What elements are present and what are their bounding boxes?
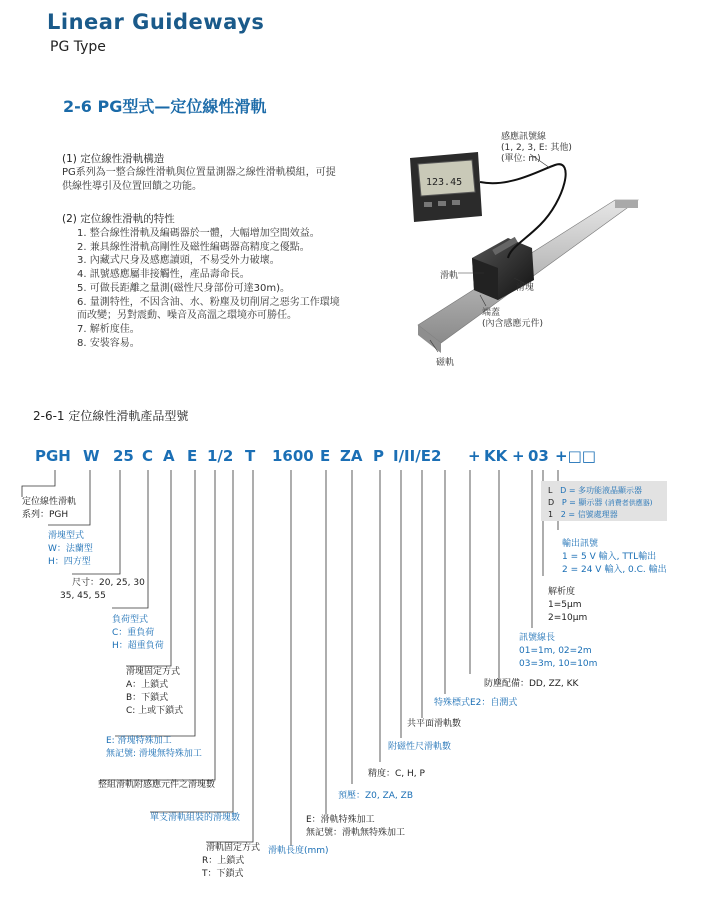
code-series: PGH [35, 447, 71, 465]
code-rail-length: 1600 [272, 447, 314, 465]
section-title: 2-6 PG型式—定位線性滑軌 [63, 97, 267, 116]
legend-line: 定位線性滑軌 [22, 497, 77, 507]
code-block-mount: A [163, 447, 175, 465]
code-dust: KK [484, 447, 508, 465]
intro-line: 供線性導引及位置回饋之功能。 [62, 181, 202, 192]
legend-output [562, 538, 667, 577]
code-size: 25 [113, 447, 134, 465]
magnetic-label: 磁軌 [436, 358, 455, 368]
cable-label-line: (單位: m) [501, 154, 541, 164]
legend-line: 35, 45, 55 [60, 591, 106, 601]
code-block-special: E [187, 447, 198, 465]
legend-sensor-blocks: 整組滑軌附感應元件之滑塊數 [98, 780, 216, 790]
options-code: 1 [548, 510, 554, 519]
code-rail-mount: T [245, 447, 256, 465]
options-desc: P = 顯示器 [561, 498, 603, 507]
legend-line: 尺寸：20, 25, 30 [72, 578, 145, 588]
feature-item: 8. 安裝容易。 [77, 337, 140, 349]
options-desc: 2 = 信號處理器 [560, 510, 618, 519]
legend-line: 輸出訊號 [562, 539, 599, 549]
legend-series [22, 496, 76, 522]
options-code: D [548, 498, 555, 507]
code-preload: ZA [340, 447, 363, 465]
code-plus: + [512, 447, 525, 465]
feature-item: 5. 可做長距離之量測(磁性尺身部份可達30m)。 [77, 282, 290, 294]
legend-coplanar: 共平面滑軌數 [407, 719, 462, 729]
cable-label-line: (1, 2, 3, E: 其他) [501, 143, 572, 153]
feature-item: 而改變；另對震動、噪音及高溫之環境亦可勝任。 [77, 310, 297, 322]
legend-line: B：下鎖式 [126, 693, 169, 703]
endcap-label-line: (內含感應元件) [482, 319, 544, 329]
feature-item: 4. 訊號感應屬非接觸性，產品壽命長。 [77, 269, 250, 281]
legend-load [112, 614, 164, 653]
legend-spec: 特殊標式E2：自潤式 [434, 698, 518, 708]
code-block-count: 1/2 [207, 447, 234, 465]
legend-line: H：四方型 [48, 557, 91, 567]
feature-item: 6. 量測特性，不因含油、水、粉塵及切削屑之惡劣工作環境 [77, 296, 340, 308]
intro-line: PG系列為一整合線性滑軌與位置量測器之線性滑軌模組，可提 [62, 167, 336, 178]
display-value: 123.45 [426, 177, 463, 188]
options-box-content [548, 485, 652, 521]
legend-line: 解析度 [548, 587, 576, 597]
legend-line: 1 = 5 V 輸入, TTL輸出 [562, 552, 657, 562]
code-plus: + [468, 447, 481, 465]
legend-line: T：下鎖式 [202, 869, 244, 879]
features-heading: (2) 定位線性滑軌的特性 [62, 213, 175, 225]
feature-item: 2. 兼具線性滑軌高剛性及磁性編碼器高精度之優點。 [77, 241, 310, 253]
legend-line: E: 滑塊特殊加工 [106, 736, 172, 746]
rail-label: 滑軌 [440, 271, 459, 281]
cable-label-line: 感應訊號線 [501, 132, 547, 142]
legend-line: 訊號線長 [519, 633, 556, 643]
legend-rail-mount [202, 842, 261, 881]
legend-line: 01=1m, 02=2m [519, 646, 592, 656]
endcap-label-line: 端蓋 [482, 308, 501, 318]
legend-line: 滑軌固定方式 [206, 843, 261, 853]
legend-line: C：重負荷 [112, 628, 155, 638]
legend-rail-special [306, 814, 405, 840]
feature-item: 3. 內藏式尺身及感應讀頭，不易受外力破壞。 [77, 255, 280, 267]
feature-item: 1. 整合線性滑軌及編碼器於一體，大幅增加空間效益。 [77, 228, 320, 239]
code-rail-special: E [320, 447, 331, 465]
legend-preload: 預壓：Z0, ZA, ZB [338, 791, 413, 801]
options-note: (消費者供應器) [604, 499, 653, 507]
legend-line: H：超重負荷 [112, 641, 164, 651]
legend-line: 滑塊型式 [48, 531, 85, 541]
legend-line: 03=3m, 10=10m [519, 659, 598, 669]
legend-block-special [106, 735, 202, 761]
legend-line: E：滑軌特殊加工 [306, 815, 375, 825]
legend-line: 系列：PGH [22, 510, 69, 520]
legend-rail-length: 滑軌長度(mm) [268, 846, 329, 856]
legend-cable-length [519, 632, 597, 671]
legend-line: R：上鎖式 [202, 856, 245, 866]
legend-line: 無記號: 滑塊無特殊加工 [106, 749, 202, 759]
legend-block-type [48, 530, 93, 569]
legend-single-blocks: 單支滑軌組裝的滑塊數 [150, 813, 241, 823]
code-options: +□□ [555, 447, 596, 465]
legend-accuracy: 精度：C, H, P [368, 769, 425, 779]
options-code: L [548, 486, 553, 495]
legend-dust: 防塵配備：DD, ZZ, KK [484, 679, 579, 689]
legend-line: W：法蘭型 [48, 544, 93, 554]
legend-line: 負荷型式 [112, 615, 149, 625]
intro-heading: (1) 定位線性滑軌構造 [62, 153, 165, 165]
legend-block-mount [126, 666, 183, 718]
options-desc: D = 多功能液晶顯示器 [560, 486, 643, 495]
legend-line: 滑塊固定方式 [126, 667, 181, 677]
page-subtitle: PG Type [50, 39, 106, 55]
options-row [548, 509, 652, 521]
legend-line: A：上鎖式 [126, 680, 169, 690]
code-cable-length: 03 [528, 447, 549, 465]
legend-size [60, 577, 145, 603]
legend-line: C: 上或下鎖式 [126, 706, 184, 716]
legend-line: 2=10μm [548, 613, 588, 623]
legend-rail-count: 附磁性尺滑軌數 [388, 742, 452, 752]
block-label: 滑塊 [516, 283, 535, 293]
feature-item: 7. 解析度佳。 [77, 323, 140, 335]
legend-line: 無記號：滑軌無特殊加工 [306, 828, 406, 838]
code-rail-count: I/II/E2 [393, 447, 442, 465]
legend-line: 2 = 24 V 輸入, 0.C. 輸出 [562, 565, 667, 575]
legend-resolution [548, 586, 587, 625]
options-row [548, 497, 652, 509]
page-title: Linear Guideways [47, 10, 265, 34]
options-row [548, 485, 652, 497]
code-block-type: W [83, 447, 100, 465]
legend-line: 1=5μm [548, 600, 582, 610]
model-title: 2-6-1 定位線性滑軌產品型號 [33, 409, 189, 423]
code-load: C [142, 447, 154, 465]
code-accuracy: P [373, 447, 384, 465]
